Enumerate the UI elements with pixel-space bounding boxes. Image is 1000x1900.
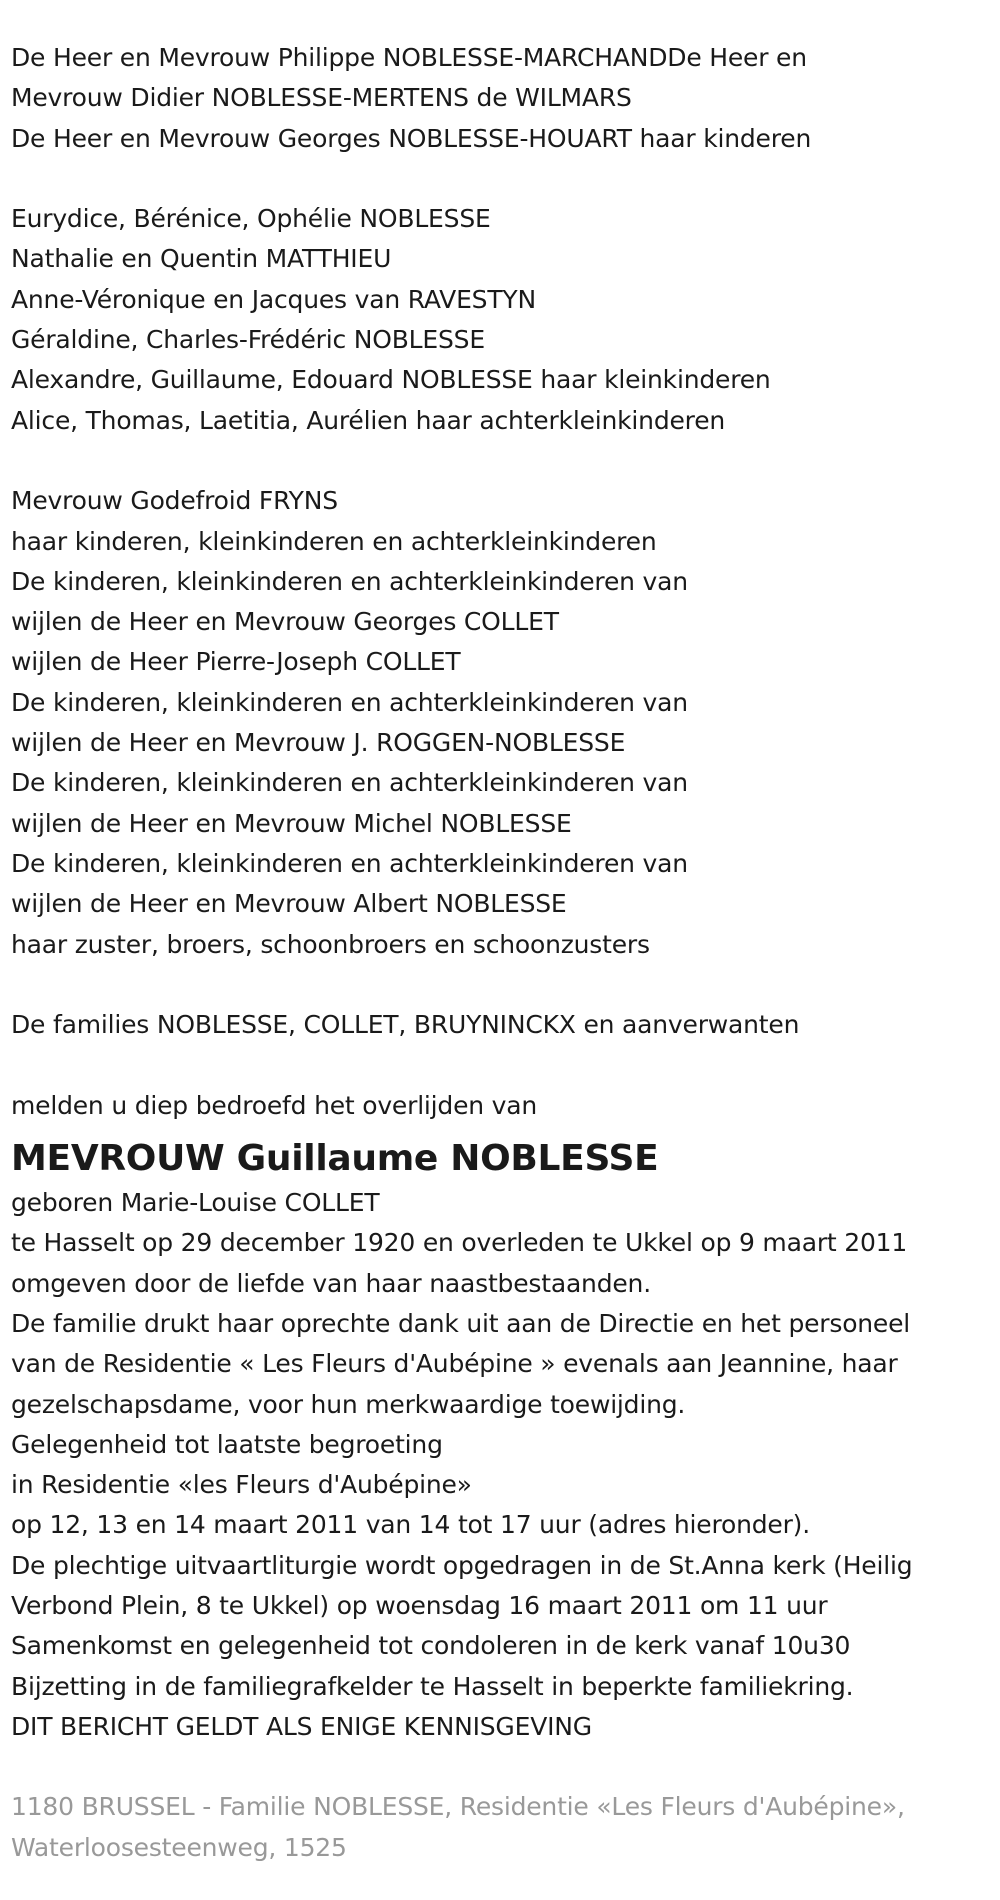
detail-line: geboren Marie-Louise COLLET [11,1188,380,1218]
spacer [11,441,996,481]
announcer-line: De Heer en Mevrouw Georges NOBLESSE-HOUART haar kinderen [11,123,812,153]
detail-line: Samenkomst en gelegenheid tot condoleren in de kerk vanaf 10u30 [11,1631,851,1661]
relatives-line: wijlen de Heer en Mevrouw J. ROGGEN-NOBLESSE [11,728,626,758]
family-announcers-block [11,38,996,159]
grandchildren-line: Nathalie en Quentin MATTHIEU [11,244,392,274]
grandchildren-line: Anne-Véronique en Jacques van RAVESTYN [11,284,536,314]
spacer [11,1747,996,1787]
relatives-line: Mevrouw Godefroid FRYNS [11,486,338,516]
footer-line: 1180 BRUSSEL - Familie NOBLESSE, Residentie «Les Fleurs d'Aubépine», [11,1792,905,1822]
footer-line: Waterloosesteenweg, 1525 [11,1832,347,1862]
grandchildren-block [11,199,996,441]
detail-line: te Hasselt op 29 december 1920 en overleden te Ukkel op 9 maart 2011 [11,1228,908,1258]
spacer [11,1045,996,1085]
deceased-name-heading: MEVROUW Guillaume NOBLESSE [11,1138,659,1180]
detail-line: DIT BERICHT GELDT ALS ENIGE KENNISGEVING [11,1711,592,1741]
detail-line: in Residentie «les Fleurs d'Aubépine» [11,1470,472,1500]
announcer-line: De Heer en Mevrouw Philippe NOBLESSE-MARCHANDDe Heer en [11,43,807,72]
announcement-line: melden u diep bedroefd het overlijden van [11,1090,538,1120]
relatives-line: wijlen de Heer Pierre-Joseph COLLET [11,647,461,677]
detail-line: omgeven door de liefde van haar naastbestaanden. [11,1268,651,1298]
relatives-line: haar kinderen, kleinkinderen en achterkleinkinderen [11,526,657,556]
relatives-line: De kinderen, kleinkinderen en achterkleinkinderen van [11,848,688,878]
relatives-line: De kinderen, kleinkinderen en achterkleinkinderen van [11,566,688,596]
spacer [11,159,996,199]
relatives-line: wijlen de Heer en Mevrouw Michel NOBLESSE [11,808,572,838]
detail-line: De familie drukt haar oprechte dank uit aan de Directie en het personeel [11,1308,911,1338]
relatives-line: wijlen de Heer en Mevrouw Georges COLLET [11,607,559,637]
detail-line: De plechtige uitvaartliturgie wordt opgedragen in de St.Anna kerk (Heilig [11,1550,913,1580]
announcer-line: Mevrouw Didier NOBLESSE-MERTENS de WILMARS [11,83,632,113]
families-line: De families NOBLESSE, COLLET, BRUYNINCKX en aanverwanten [11,1010,800,1040]
detail-line: op 12, 13 en 14 maart 2011 van 14 tot 17 uur (adres hieronder). [11,1510,810,1540]
grandchildren-line: Eurydice, Bérénice, Ophélie NOBLESSE [11,204,491,234]
relatives-line: De kinderen, kleinkinderen en achterkleinkinderen van [11,687,688,717]
detail-line: van de Residentie « Les Fleurs d'Aubépine » evenals aan Jeannine, haar [11,1349,898,1379]
detail-line: Verbond Plein, 8 te Ukkel) op woensdag 16 maart 2011 om 11 uur [11,1590,828,1620]
grandchildren-line: Alice, Thomas, Laetitia, Aurélien haar achterkleinkinderen [11,405,726,435]
detail-line: gezelschapsdame, voor hun merkwaardige toewijding. [11,1389,686,1419]
grandchildren-line: Géraldine, Charles-Frédéric NOBLESSE [11,325,485,355]
details-block [11,1183,996,1747]
spacer [11,965,996,1005]
relatives-line: haar zuster, broers, schoonbroers en schoonzusters [11,929,650,959]
detail-line: Gelegenheid tot laatste begroeting [11,1429,443,1459]
obituary-document [11,38,996,1868]
address-footer [11,1787,996,1868]
grandchildren-line: Alexandre, Guillaume, Edouard NOBLESSE haar kleinkinderen [11,365,771,395]
detail-line: Bijzetting in de familiegrafkelder te Hasselt in beperkte familiekring. [11,1671,854,1701]
relatives-line: De kinderen, kleinkinderen en achterkleinkinderen van [11,768,688,798]
relatives-block [11,481,996,965]
relatives-line: wijlen de Heer en Mevrouw Albert NOBLESSE [11,889,567,919]
